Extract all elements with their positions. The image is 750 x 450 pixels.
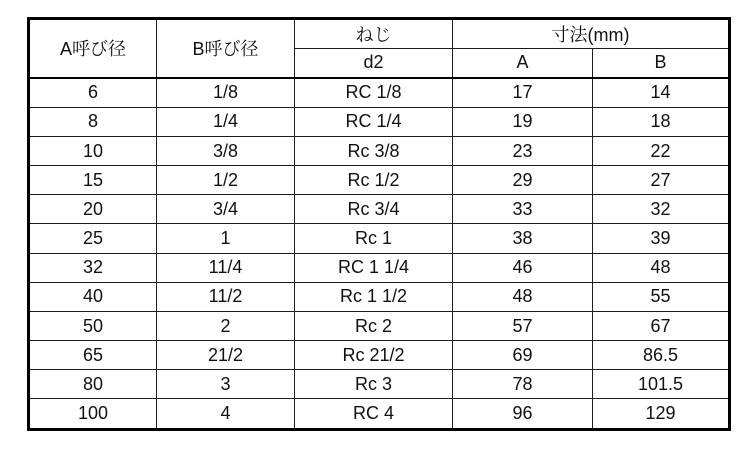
table-cell: 39 (593, 224, 730, 253)
table-cell: 20 (29, 195, 157, 224)
table-cell: Rc 1 1/2 (295, 282, 453, 311)
table-cell: 2 (157, 311, 295, 340)
table-cell: 101.5 (593, 370, 730, 399)
header-a-nominal-diameter: A呼び径 (29, 19, 157, 78)
table-cell: 27 (593, 166, 730, 195)
table-cell: 80 (29, 370, 157, 399)
table-cell: 3/8 (157, 136, 295, 165)
table-cell: Rc 3/8 (295, 136, 453, 165)
header-dim-b: B (593, 49, 730, 78)
table-cell: 1/2 (157, 166, 295, 195)
table-row (29, 399, 730, 430)
table-row (29, 107, 730, 136)
table-cell: Rc 1/2 (295, 166, 453, 195)
table-row (29, 166, 730, 195)
table-cell: RC 1/8 (295, 78, 453, 108)
table-cell: 33 (453, 195, 593, 224)
table-cell: 18 (593, 107, 730, 136)
table-cell: 50 (29, 311, 157, 340)
table-cell: 40 (29, 282, 157, 311)
table-cell: 48 (593, 253, 730, 282)
table-row (29, 370, 730, 399)
table-cell: 65 (29, 341, 157, 370)
table-row (29, 282, 730, 311)
table-cell: 38 (453, 224, 593, 253)
table-row (29, 136, 730, 165)
table-row (29, 341, 730, 370)
table-cell: 25 (29, 224, 157, 253)
table-cell: 11/4 (157, 253, 295, 282)
table-cell: 8 (29, 107, 157, 136)
header-dim-a: A (453, 49, 593, 78)
table-cell: Rc 2 (295, 311, 453, 340)
dimension-table (27, 17, 731, 431)
table-row (29, 311, 730, 340)
table-cell: 129 (593, 399, 730, 430)
header-thread-group: ねじ (295, 19, 453, 49)
table-cell: 22 (593, 136, 730, 165)
table-cell: 19 (453, 107, 593, 136)
table-cell: 48 (453, 282, 593, 311)
table-cell: 15 (29, 166, 157, 195)
header-thread-d2: d2 (295, 49, 453, 78)
header-dimensions-group: 寸法(mm) (453, 19, 730, 49)
table-cell: 29 (453, 166, 593, 195)
table-cell: Rc 1 (295, 224, 453, 253)
table-cell: 1 (157, 224, 295, 253)
table-cell: 14 (593, 78, 730, 108)
table-cell: Rc 21/2 (295, 341, 453, 370)
table-cell: 21/2 (157, 341, 295, 370)
table-row (29, 253, 730, 282)
table-cell: 46 (453, 253, 593, 282)
table-cell: 10 (29, 136, 157, 165)
table-cell: 6 (29, 78, 157, 108)
table-cell: 4 (157, 399, 295, 430)
table-row (29, 224, 730, 253)
table-cell: 3 (157, 370, 295, 399)
table-cell: 1/4 (157, 107, 295, 136)
table-cell: 32 (593, 195, 730, 224)
table-cell: 11/2 (157, 282, 295, 311)
header-b-nominal-diameter: B呼び径 (157, 19, 295, 78)
table-cell: 86.5 (593, 341, 730, 370)
table-row (29, 78, 730, 108)
table-cell: RC 1 1/4 (295, 253, 453, 282)
table-cell: 57 (453, 311, 593, 340)
table-cell: RC 1/4 (295, 107, 453, 136)
table-row (29, 195, 730, 224)
table-cell: 1/8 (157, 78, 295, 108)
table-cell: 96 (453, 399, 593, 430)
table-cell: 78 (453, 370, 593, 399)
table-cell: RC 4 (295, 399, 453, 430)
table-cell: 100 (29, 399, 157, 430)
table-cell: 32 (29, 253, 157, 282)
table-cell: 3/4 (157, 195, 295, 224)
table-cell: Rc 3 (295, 370, 453, 399)
table-cell: 17 (453, 78, 593, 108)
table-cell: 67 (593, 311, 730, 340)
header-row-groups (29, 19, 730, 49)
table-cell: 23 (453, 136, 593, 165)
table-cell: 55 (593, 282, 730, 311)
table-cell: 69 (453, 341, 593, 370)
table-cell: Rc 3/4 (295, 195, 453, 224)
